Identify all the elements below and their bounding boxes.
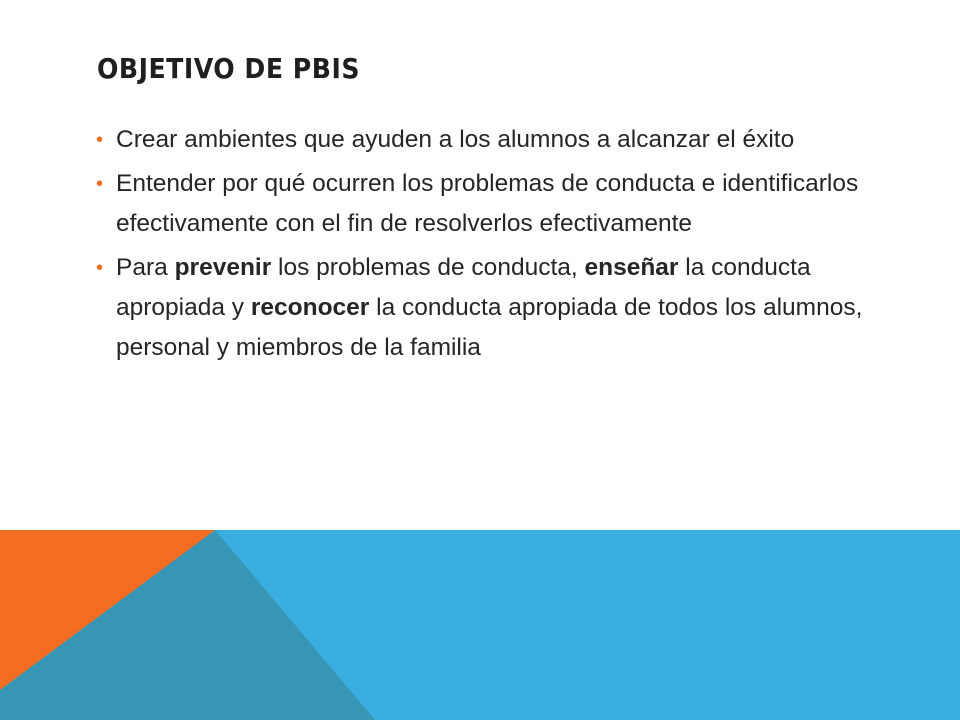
bullet-dot-icon: •: [96, 173, 104, 195]
bullet-text-run: Entender por qué ocurren los problemas de conducta e identificarlos efectivamente con el fin de resolverlos efectivamente: [116, 170, 859, 237]
bullet-item: [96, 120, 886, 160]
bullet-bold-run: enseñar: [584, 254, 679, 281]
bullet-text: [116, 170, 858, 237]
bullet-text-run: la conducta apropiada de todos los alumnos, personal y miembros de la familia: [116, 294, 863, 361]
bullet-text-run: la conducta apropiada y: [116, 254, 811, 321]
decorative-band: [0, 530, 960, 720]
bullet-dot-icon: •: [96, 257, 104, 279]
bullet-item: [96, 164, 886, 244]
bullet-text-run: Crear ambientes que ayuden a los alumnos a alcanzar el éxito: [116, 126, 795, 153]
bullet-bold-run: reconocer: [250, 294, 370, 321]
bullet-bold-run: prevenir: [174, 254, 272, 281]
slide-title: OBJETIVO DE PBIS: [97, 52, 360, 85]
bullet-text-run: Para: [116, 254, 175, 281]
bullet-text: [116, 126, 794, 153]
bullet-item: [96, 248, 886, 368]
bullet-dot-icon: •: [96, 129, 104, 151]
bullet-text-run: los problemas de conducta,: [271, 254, 585, 281]
bullet-text: [116, 254, 862, 361]
bullet-list: [96, 120, 886, 368]
